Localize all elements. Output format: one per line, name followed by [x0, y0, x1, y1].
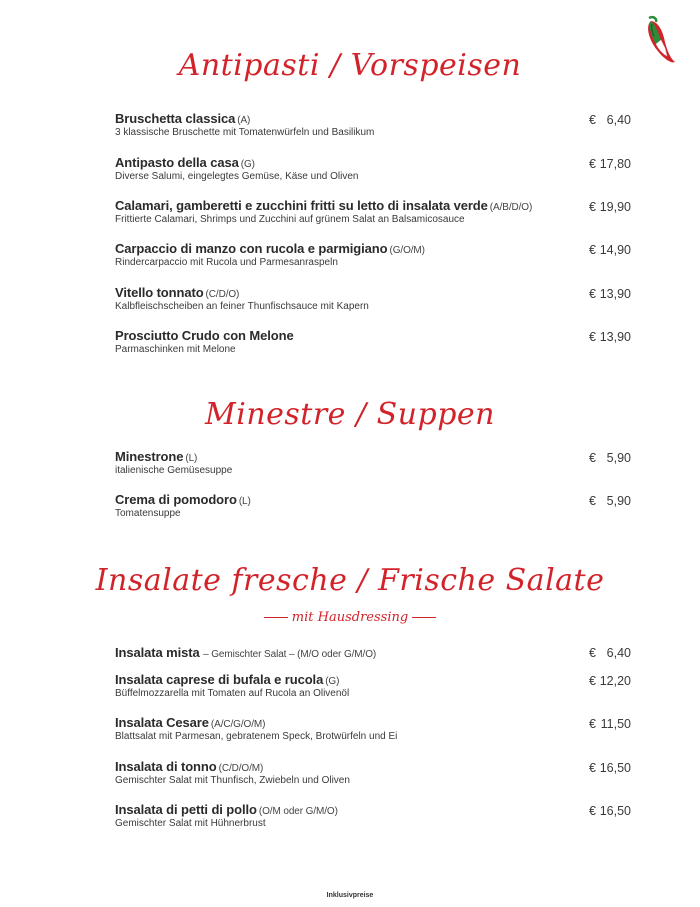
menu-item: [115, 802, 635, 829]
item-price: € 13,90: [589, 287, 631, 301]
flourish-left: [264, 617, 288, 618]
item-price: € 12,20: [589, 674, 631, 688]
allergen-code: (G/O/M): [389, 245, 425, 256]
menu-item: [115, 759, 635, 786]
allergen-code: (C/D/O/M): [218, 763, 264, 774]
item-price: € 11,50: [589, 717, 631, 731]
allergen-code: (G): [325, 676, 340, 687]
allergen-code: (C/D/O): [205, 289, 240, 300]
item-price: € 16,50: [589, 804, 631, 818]
item-price: € 19,90: [589, 200, 631, 214]
allergen-code: (L): [238, 496, 251, 507]
section-title-antipasti: Antipasti / Vorspeisen: [178, 48, 522, 83]
menu-item: [115, 241, 635, 268]
item-name: Insalata Cesare: [115, 715, 209, 730]
item-name: Prosciutto Crudo con Melone: [115, 328, 294, 343]
menu-item: [115, 328, 635, 355]
item-description: 3 klassische Bruschette mit Tomatenwürfeln und Basilikum: [115, 127, 375, 138]
allergen-code: (G): [240, 159, 255, 170]
section-subtitle: mit Hausdressing: [0, 610, 700, 625]
item-price: € 17,80: [589, 157, 631, 171]
item-description: Parmaschinken mit Melone: [115, 344, 236, 355]
menu-item: [115, 285, 635, 312]
item-name: Bruschetta classica: [115, 111, 236, 126]
item-description: Büffelmozzarella mit Tomaten auf Rucola an Olivenöl: [115, 688, 350, 699]
item-description: italienische Gemüsesuppe: [115, 465, 233, 476]
item-name: Calamari, gamberetti e zucchini fritti su letto di insalata verde: [115, 198, 488, 213]
menu-item: [115, 198, 635, 225]
section-title-minestre: Minestre / Suppen: [205, 397, 495, 432]
item-description: Gemischter Salat mit Hühnerbrust: [115, 818, 266, 829]
item-name: Insalata caprese di bufala e rucola: [115, 672, 324, 687]
item-price: € 6,40: [589, 646, 631, 660]
item-price: € 6,40: [589, 113, 631, 127]
allergen-code: (A/C/G/O/M): [210, 719, 266, 730]
item-description: Gemischter Salat mit Thunfisch, Zwiebeln und Oliven: [115, 775, 350, 786]
menu-item: [115, 715, 635, 742]
menu-item: [115, 155, 635, 182]
item-name: Vitello tonnato: [115, 285, 204, 300]
item-price: € 13,90: [589, 330, 631, 344]
menu-item: [115, 645, 635, 660]
allergen-code: (L): [185, 453, 198, 464]
item-name: Insalata di petti di pollo: [115, 802, 257, 817]
item-name: Insalata mista: [115, 645, 200, 660]
item-description: Kalbfleischscheiben an feiner Thunfischsauce mit Kapern: [115, 301, 369, 312]
item-name: Insalata di tonno: [115, 759, 217, 774]
menu-item: [115, 672, 635, 699]
item-description: Diverse Salumi, eingelegtes Gemüse, Käse und Oliven: [115, 171, 359, 182]
item-price: € 5,90: [589, 451, 631, 465]
item-name: Crema di pomodoro: [115, 492, 237, 507]
allergen-code: (O/M oder G/M/O): [258, 806, 338, 817]
allergen-code: (A): [237, 115, 251, 126]
item-inline-description: – Gemischter Salat – (M/O oder G/M/O): [203, 649, 377, 660]
item-price: € 16,50: [589, 761, 631, 775]
menu-item: [115, 449, 635, 476]
item-price: € 5,90: [589, 494, 631, 508]
footer-note: Inklusivpreise: [326, 892, 374, 899]
item-description: Frittierte Calamari, Shrimps und Zucchini auf grünem Salat an Balsamicosauce: [115, 214, 465, 225]
section-title-insalate: Insalate fresche / Frische Salate: [95, 563, 605, 598]
item-name: Minestrone: [115, 449, 184, 464]
flourish-right: [412, 617, 436, 618]
item-name: Antipasto della casa: [115, 155, 239, 170]
item-price: € 14,90: [589, 243, 631, 257]
menu-item: [115, 492, 635, 519]
menu-item: [115, 111, 635, 138]
item-description: Rindercarpaccio mit Rucola und Parmesanraspeln: [115, 257, 338, 268]
allergen-code: (A/B/D/O): [489, 202, 533, 213]
item-name: Carpaccio di manzo con rucola e parmigiano: [115, 241, 388, 256]
item-description: Tomatensuppe: [115, 508, 181, 519]
item-description: Blattsalat mit Parmesan, gebratenem Speck, Brotwürfeln und Ei: [115, 731, 398, 742]
